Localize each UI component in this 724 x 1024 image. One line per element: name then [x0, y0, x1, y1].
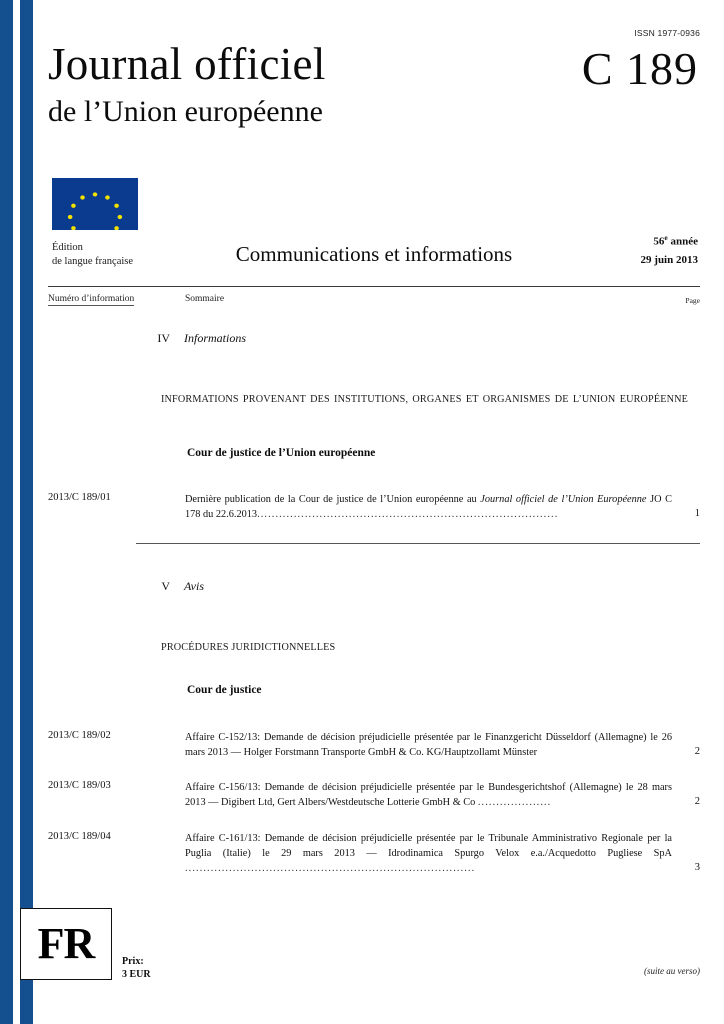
continued-note: (suite au verso)	[644, 966, 700, 976]
toc-entry-text-plain: Dernière publication de la Cour de justice de l’Union européenne au	[185, 494, 481, 505]
year-of-publication	[641, 232, 698, 251]
toc-entry-text-tail: JO C 178 du 22.6.2013	[185, 494, 673, 521]
year-number: 56	[653, 235, 665, 248]
toc-entry-reference: 2013/C 189/01	[48, 492, 111, 503]
issue-code: C 189	[581, 43, 698, 94]
toc-entry-reference: 2013/C 189/04	[48, 831, 111, 842]
toc-entry-reference: 2013/C 189/03	[48, 780, 111, 791]
date-block	[641, 232, 698, 269]
edition-line-2: de langue française	[52, 256, 134, 268]
left-blue-rule-outer	[0, 0, 13, 1024]
toc-entry-text-plain: Affaire C-156/13: Demande de décision préjudicielle présentée par le Bundesgerichtshof (Allemagne) le 28 mars 2013 — Digibert Ltd, Gert Albers/Westdeutsche Lotterie GmbH & Co	[185, 782, 672, 809]
toc-entry-text-italic: Journal officiel de l’Union Européenne	[480, 494, 647, 505]
section-caption-institutions-text: INFORMATIONS PROVENANT DES INSTITUTIONS, ORGANES ET ORGANISMES DE L’UNION EUROPÉENNE	[161, 394, 688, 405]
language-code-label: FR	[37, 919, 95, 968]
section-subhead-court-of-justice-eu: Cour de justice de l’Union européenne	[187, 447, 376, 459]
price-block	[122, 955, 151, 981]
eu-flag-svg	[52, 178, 138, 230]
column-header-number: Numéro d’information	[48, 294, 135, 304]
toc-entry-reference: 2013/C 189/02	[48, 730, 111, 741]
eu-flag-icon	[52, 178, 138, 230]
toc-entry-page: 2	[694, 746, 700, 757]
toc-entry-page: 3	[694, 862, 700, 873]
price-label: Prix:	[122, 956, 144, 967]
column-header-page: Page	[685, 296, 700, 305]
section-separator-rule	[136, 543, 700, 544]
price-value: 3 EUR	[122, 969, 151, 980]
toc-entry-leader: ....................	[477, 797, 552, 809]
toc-entry-text	[185, 831, 672, 877]
issn-label: ISSN 1977-0936	[634, 28, 700, 38]
page-sheet	[37, 0, 700, 1024]
masthead-subtitle: de l’Union européenne	[48, 94, 323, 128]
part-iv-label: Informations	[184, 331, 247, 345]
year-word: année	[670, 235, 698, 248]
language-code-box	[20, 908, 112, 980]
part-v-label: Avis	[184, 579, 204, 593]
toc-entry-text-plain: Affaire C-152/13: Demande de décision préjudicielle présentée par le Finanzgericht Düsseldorf (Allemagne) le 26 mars 2013 — Holger Forstmann Transporte GmbH & Co. KG/Hauptzollamt Münster	[185, 732, 672, 759]
publication-date: 29 juin 2013	[640, 253, 698, 266]
section-subhead-court-of-justice: Cour de justice	[187, 684, 262, 696]
toc-entry-text	[185, 730, 672, 760]
part-iv-numeral: IV	[157, 331, 170, 345]
edition-line-1: Édition	[52, 242, 83, 253]
band-title: Communications et informations	[235, 242, 513, 266]
toc-entry-text	[185, 492, 672, 522]
toc-entry-leader: ..................................................................................	[257, 509, 559, 521]
left-blue-rule-inner	[20, 0, 33, 1024]
toc-entry-text-plain: Affaire C-161/13: Demande de décision préjudicielle présentée par le Tribunale Amministrativo Regionale per la Puglia (Italie) le 29 mars 2013 — Idrodinamica Spurgo Velox e.a./Acquedotto Pugliese SpA	[185, 833, 672, 860]
masthead-title: Journal officiel	[48, 39, 326, 89]
toc-entry-page: 2	[694, 796, 700, 807]
year-suffix: e	[664, 233, 668, 242]
toc-entry-text	[185, 780, 672, 810]
section-caption-institutions	[161, 393, 688, 407]
part-v-numeral: V	[161, 579, 170, 593]
column-header-summary: Sommaire	[185, 294, 225, 304]
section-caption-procedures: PROCÉDURES JURIDICTIONNELLES	[161, 642, 336, 653]
masthead-rule	[48, 286, 700, 287]
toc-entry-page: 1	[694, 508, 700, 519]
toc-entry-leader: ...............................................................................	[185, 863, 476, 875]
